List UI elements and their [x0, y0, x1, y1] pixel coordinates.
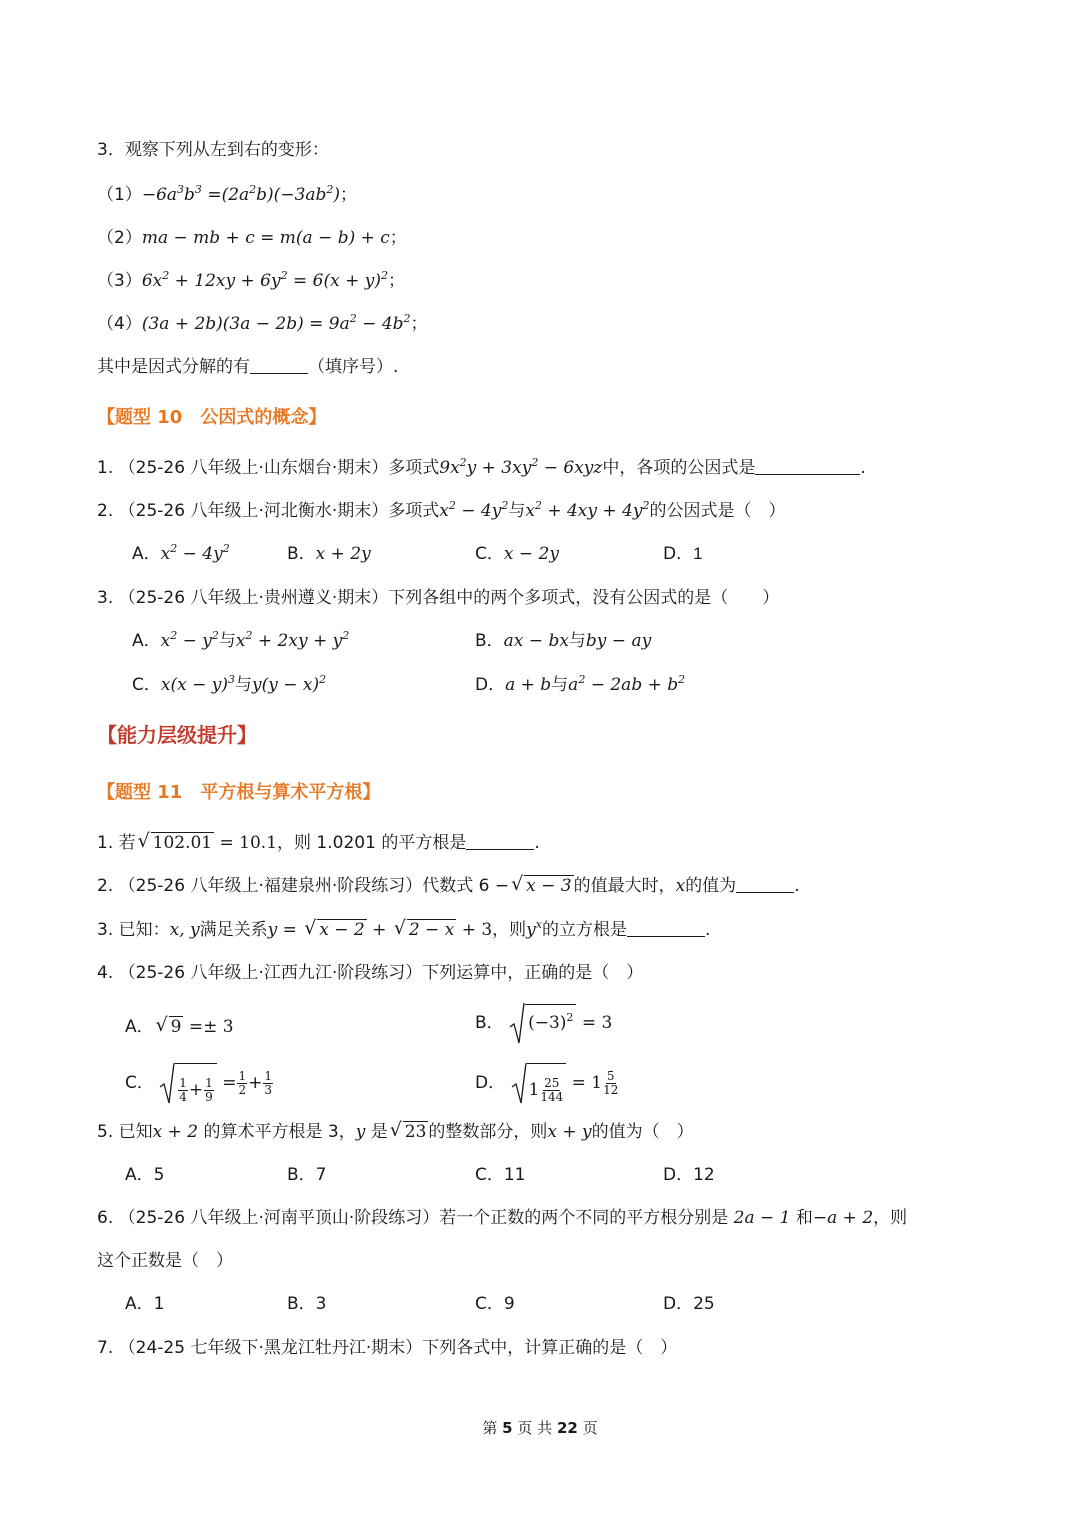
- q3-stem: 3．观察下列从左到右的变形：: [97, 140, 329, 160]
- s10-q2-option-b[interactable]: B．x + 2y: [287, 544, 371, 564]
- q3-item-1: $(1)-6a^3b^3 =(2a^2b)(-3ab^2)$；: [97, 183, 358, 205]
- level-title: 【能力层级提升】: [97, 723, 257, 747]
- s11-q5-option-d[interactable]: D．12: [663, 1165, 715, 1185]
- s11-q6-option-b[interactable]: B．3: [287, 1294, 327, 1314]
- section-title-10: 【题型 10 公因式的概念】: [97, 407, 327, 428]
- s10-q2: 2. （25-26 八年级上·河北衡水·期末）多项式$x^2 - 4y^2$与$x^2 + 4xy + 4y^2$的公因式是（ ）: [97, 499, 786, 521]
- s11-q5: 5. 已知x + 2 的算术平方根是 3，y 是 √ 23 的整数部分，则x + y的值为（ ）: [97, 1119, 694, 1142]
- s11-q4: 4. （25-26 八年级上·江西九江·阶段练习）下列运算中，正确的是（ ）: [97, 963, 644, 983]
- s10-q2-option-a[interactable]: A．$x^2 - 4y^2$: [132, 542, 230, 564]
- s11-q6: 6. （25-26 八年级上·河南平顶山·阶段练习）若一个正数的两个不同的平方根分别是 2a − 1 和−a + 2，则: [97, 1208, 908, 1228]
- answer-blank[interactable]: [466, 831, 534, 850]
- s11-q4-option-d[interactable]: D． 1 $\frac{25}{144}$ = 1 $\frac{5}{12}$: [475, 1060, 619, 1106]
- s11-q6-line2: 这个正数是（ ）: [97, 1251, 233, 1271]
- s11-q7: 7. （24-25 七年级下·黑龙江牡丹江·期末）下列各式中，计算正确的是（ ）: [97, 1338, 678, 1358]
- page-footer: 第 5 页 共 22 页: [482, 1419, 598, 1437]
- page-total: 22: [556, 1419, 578, 1437]
- s11-q5-option-c[interactable]: C．11: [475, 1165, 526, 1185]
- s11-q5-option-a[interactable]: A．5: [125, 1165, 165, 1185]
- q3-item-2: （2）ma − mb + c = m(a − b) + c；: [97, 228, 407, 248]
- s11-q6-option-d[interactable]: D．25: [663, 1294, 715, 1314]
- s10-q3: 3. （25-26 八年级上·贵州遵义·期末）下列各组中的两个多项式，没有公因式的是（ ）: [97, 588, 780, 608]
- answer-blank[interactable]: [736, 874, 794, 893]
- q3-ask: 其中是因式分解的有 （填序号）.: [97, 357, 399, 377]
- q3-item-4: $(4)(3a + 2b)(3a - 2b) = 9a^2 - 4b^2$；: [97, 312, 428, 334]
- q3-item-3: $(3)6x^2 + 12xy + 6y^2 = 6(x + y)^2$；: [97, 269, 405, 291]
- s10-q2-option-c[interactable]: C．x − 2y: [475, 544, 559, 564]
- answer-blank[interactable]: [250, 355, 308, 374]
- s11-q2: 2. （25-26 八年级上·福建泉州·阶段练习）代数式 6 − √ x − 3 的值最大时，x的值为 .: [97, 873, 800, 896]
- s11-q3: 3. 已知：x, y满足关系y = √ x − 2 + √ 2 − x + 3，则$y^x$的立方根是 .: [97, 917, 711, 940]
- s10-q3-option-a[interactable]: A．$x^2 - y^2$与$x^2 + 2xy + y^2$: [132, 629, 350, 651]
- s11-q4-option-a[interactable]: A． √ 9 =± 3: [125, 1014, 234, 1037]
- section-title-11: 【题型 11 平方根与算术平方根】: [97, 782, 381, 803]
- s10-q3-option-b[interactable]: B．ax − bx与by − ay: [475, 631, 652, 651]
- s11-q4-option-b[interactable]: B． $(-3)^2 = 3$: [475, 1000, 612, 1046]
- s11-q5-option-b[interactable]: B．7: [287, 1165, 327, 1185]
- s11-q1: 1. 若 √ 102.01 = 10.1，则 1.0201 的平方根是 .: [97, 830, 540, 853]
- page-number: 5: [502, 1419, 513, 1437]
- answer-blank[interactable]: [755, 456, 860, 475]
- s10-q1: 1. （25-26 八年级上·山东烟台·期末）多项式$9x^2y + 3xy^2 - 6xyz$中，各项的公因式是 .: [97, 456, 866, 478]
- answer-blank[interactable]: [627, 918, 705, 937]
- s10-q3-option-d[interactable]: D．a + b与$a^2 - 2ab + b^2$: [475, 673, 686, 695]
- s11-q4-option-c[interactable]: C． $\frac{1}{4}$ + $\frac{1}{9}$ = $\frac{1}{2}$ + $\frac{1}{3}$: [125, 1060, 274, 1106]
- s10-q3-option-c[interactable]: C．$x(x - y)^3$与$y(y - x)^2$: [132, 673, 327, 695]
- s10-q2-option-d[interactable]: D．1: [663, 544, 703, 564]
- s11-q6-option-a[interactable]: A．1: [125, 1294, 165, 1314]
- s11-q6-option-c[interactable]: C．9: [475, 1294, 515, 1314]
